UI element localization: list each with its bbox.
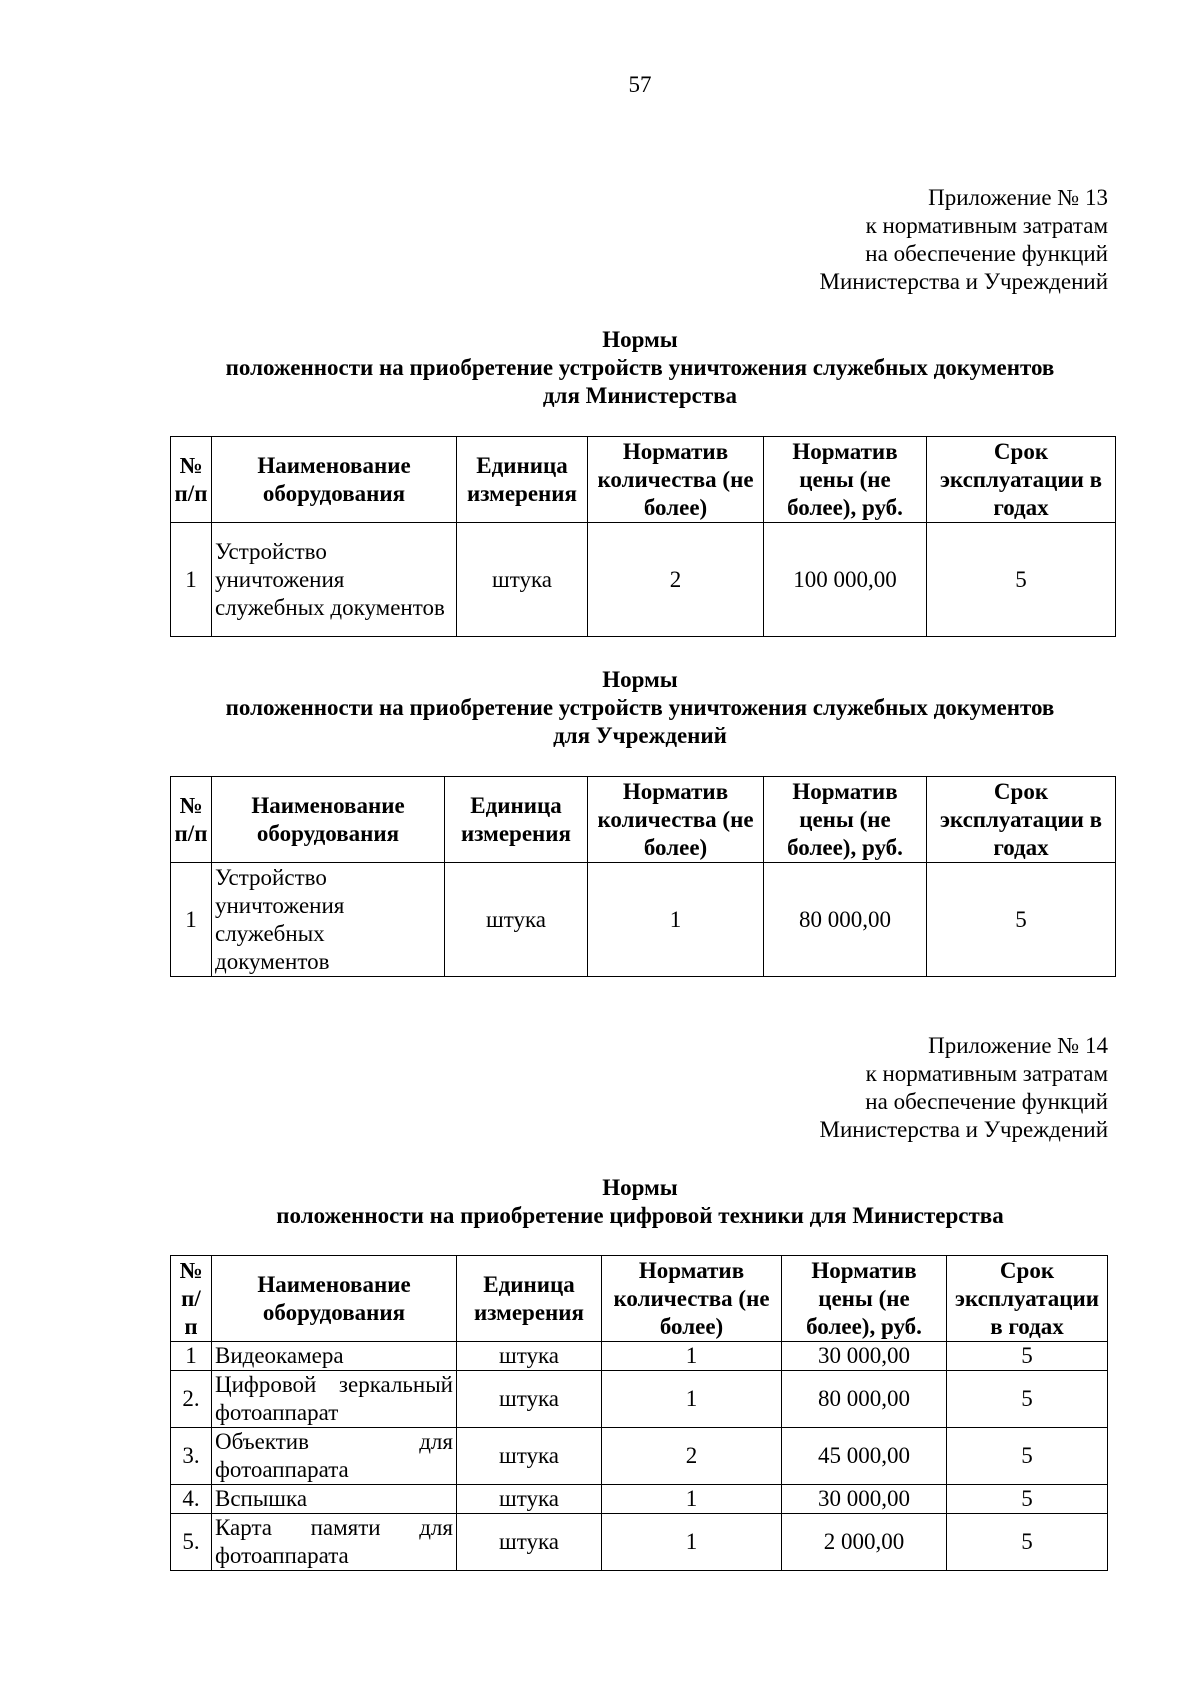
appendix-14-line4: Министерства и Учреждений [819,1117,1108,1142]
section-1-heading [0,326,1200,410]
table-row [171,1371,1108,1428]
cell-price: 30 000,00 [782,1485,947,1514]
section-2-title-3: для Учреждений [553,723,727,748]
cell-name: Вспышка [212,1485,457,1514]
cell-num: 5. [171,1514,212,1571]
cell-term: 5 [947,1485,1108,1514]
cell-qty: 1 [602,1514,782,1571]
table-row [171,1342,1108,1371]
cell-term: 5 [947,1514,1108,1571]
cell-name-line-1: Цифровой зеркальный [215,1372,453,1397]
cell-price: 45 000,00 [782,1428,947,1485]
header-qty: Норматив количества (не более) [588,777,764,863]
cell-name [212,1371,457,1428]
page-number: 57 [628,72,652,97]
table-row [171,1428,1108,1485]
header-unit: Единица измерения [457,1256,602,1342]
cell-unit: штука [457,1428,602,1485]
header-price: Норматив цены (не более), руб. [764,437,927,523]
header-term: Срок эксплуатации в годах [927,437,1116,523]
cell-term: 5 [947,1371,1108,1428]
cell-unit: штука [457,1514,602,1571]
header-num: № п/п [171,777,212,863]
table-row [171,523,1116,637]
header-num: № п/ п [171,1256,212,1342]
section-3-title-1: Нормы [602,1175,678,1200]
cell-qty: 2 [602,1428,782,1485]
cell-name-line-2: фотоаппарата [215,1457,349,1482]
table-header-row [171,437,1116,523]
cell-qty: 1 [602,1371,782,1428]
cell-qty: 2 [588,523,764,637]
header-num: № п/п [171,437,212,523]
section-2-title-1: Нормы [602,667,678,692]
norms-table-institutions-shredders [170,776,1116,977]
table-row [171,1485,1108,1514]
appendix-13-line1: Приложение № 13 [928,185,1108,210]
norms-table-ministry-digital [170,1255,1108,1571]
appendix-14-line3: на обеспечение функций [865,1089,1108,1114]
cell-num: 1 [171,863,212,977]
appendix-14-header [820,1032,1108,1144]
header-unit: Единица измерения [457,437,588,523]
appendix-14-line1: Приложение № 14 [928,1033,1108,1058]
header-name: Наименование оборудования [212,777,445,863]
table-header-row [171,777,1116,863]
section-1-title-3: для Министерства [542,383,738,408]
norms-table-ministry-shredders [170,436,1116,637]
cell-name [212,1428,457,1485]
section-2-title-2: положенности на приобретение устройств уничтожения служебных документов [225,695,1055,720]
cell-price: 2 000,00 [782,1514,947,1571]
section-3-heading [0,1174,1200,1230]
cell-qty: 1 [588,863,764,977]
cell-num: 2. [171,1371,212,1428]
header-name: Наименование оборудования [212,437,457,523]
header-price: Норматив цены (не более), руб. [782,1256,947,1342]
cell-term: 5 [927,523,1116,637]
cell-term: 5 [947,1342,1108,1371]
cell-name: Видеокамера [212,1342,457,1371]
cell-price: 80 000,00 [764,863,927,977]
cell-qty: 1 [602,1485,782,1514]
cell-name-line-2: фотоаппарат [215,1400,339,1425]
cell-unit: штука [457,1485,602,1514]
section-3-title-2: положенности на приобретение цифровой техники для Министерства [276,1203,1004,1228]
cell-price: 80 000,00 [782,1371,947,1428]
cell-name-line-2: фотоаппарата [215,1543,349,1568]
appendix-14-line2: к нормативным затратам [865,1061,1108,1086]
cell-term: 5 [927,863,1116,977]
cell-unit: штука [457,1342,602,1371]
appendix-13-line4: Министерства и Учреждений [819,269,1108,294]
cell-name: Устройство уничтожения служебных документов [212,523,457,637]
header-unit: Единица измерения [445,777,588,863]
cell-num: 3. [171,1428,212,1485]
cell-unit: штука [445,863,588,977]
section-1-title-1: Нормы [602,327,678,352]
cell-name [212,1514,457,1571]
header-term: Срок эксплуатации в годах [947,1256,1108,1342]
table-row [171,863,1116,977]
cell-num: 1 [171,523,212,637]
cell-name-line-1: Карта памяти для [215,1515,453,1540]
header-price: Норматив цены (не более), руб. [764,777,927,863]
cell-price: 30 000,00 [782,1342,947,1371]
section-2-heading [0,666,1200,750]
cell-unit: штука [457,1371,602,1428]
header-qty: Норматив количества (не более) [588,437,764,523]
cell-num: 1 [171,1342,212,1371]
table-row [171,1514,1108,1571]
cell-price: 100 000,00 [764,523,927,637]
cell-term: 5 [947,1428,1108,1485]
cell-name: Устройство уничтожения служебных документов [212,863,445,977]
appendix-13-line3: на обеспечение функций [865,241,1108,266]
cell-name-line-1: Объектив для [215,1429,453,1454]
section-1-title-2: положенности на приобретение устройств уничтожения служебных документов [225,355,1055,380]
header-qty: Норматив количества (не более) [602,1256,782,1342]
cell-qty: 1 [602,1342,782,1371]
table-header-row [171,1256,1108,1342]
header-term: Срок эксплуатации в годах [927,777,1116,863]
appendix-13-header [820,184,1108,296]
cell-unit: штука [457,523,588,637]
cell-num: 4. [171,1485,212,1514]
header-name: Наименование оборудования [212,1256,457,1342]
appendix-13-line2: к нормативным затратам [865,213,1108,238]
